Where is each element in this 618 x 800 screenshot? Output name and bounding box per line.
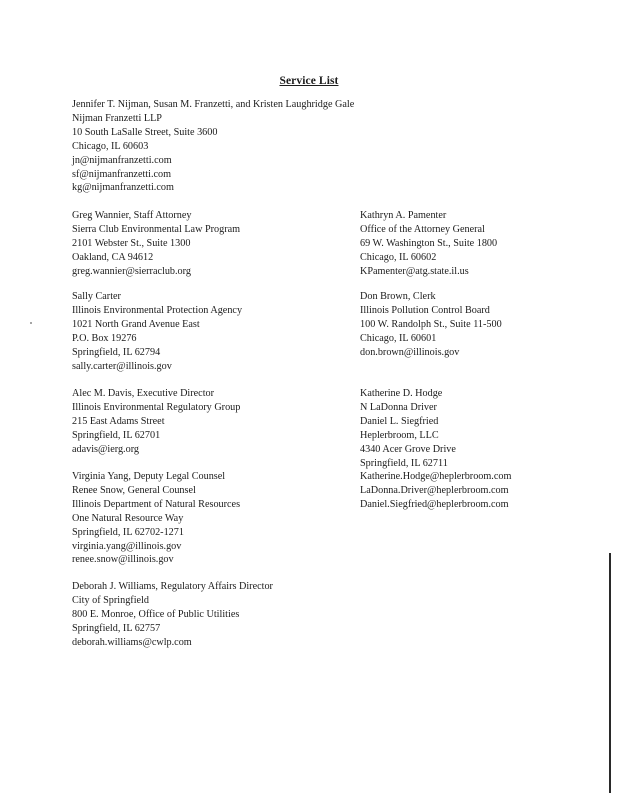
- entry-city: Springfield, IL 62711: [360, 457, 448, 469]
- entry-city: Springfield, IL 62701: [72, 429, 161, 441]
- entry-organization: Illinois Environmental Regulatory Group: [72, 401, 241, 413]
- entry-name: Daniel L. Siegfried: [360, 415, 439, 427]
- entry-email: virginia.yang@illinois.gov: [72, 540, 182, 552]
- entry-name: Kathryn A. Pamenter: [360, 210, 447, 221]
- entry-name: Katherine D. Hodge: [360, 388, 443, 399]
- entry-organization: Illinois Environmental Protection Agency: [72, 304, 243, 316]
- entry-city: Chicago, IL 60603: [72, 140, 149, 152]
- entry-organization: Illinois Department of Natural Resources: [72, 498, 241, 510]
- entry-city: Chicago, IL 60601: [360, 332, 437, 344]
- entry-name: Deborah J. Williams, Regulatory Affairs Director: [72, 581, 273, 592]
- entry-street: 800 E. Monroe, Office of Public Utilities: [72, 608, 240, 620]
- entry-email: LaDonna.Driver@heplerbroom.com: [360, 485, 509, 497]
- scan-edge-line: [609, 553, 611, 793]
- entry-email: sally.carter@illinois.gov: [72, 360, 172, 372]
- entry-email: deborah.williams@cwlp.com: [72, 636, 192, 648]
- entry-organization: Office of the Attorney General: [360, 223, 485, 235]
- entry-email: KPamenter@atg.state.il.us: [360, 265, 469, 277]
- entry-name: Greg Wannier, Staff Attorney: [72, 210, 192, 221]
- entry-street: One Natural Resource Way: [72, 512, 184, 524]
- entry-email: Katherine.Hodge@heplerbroom.com: [360, 471, 512, 483]
- service-entry-sierra-club: [72, 209, 240, 279]
- entry-street: 10 South LaSalle Street, Suite 3600: [72, 126, 218, 138]
- entry-street: 69 W. Washington St., Suite 1800: [360, 237, 498, 249]
- entry-email: adavis@ierg.org: [72, 443, 140, 455]
- entry-name: Alec M. Davis, Executive Director: [72, 388, 215, 399]
- entry-email: renee.snow@illinois.gov: [72, 554, 174, 566]
- page-title: Service List: [279, 75, 339, 87]
- entry-email: sf@nijmanfranzetti.com: [72, 168, 172, 180]
- entry-names: Jennifer T. Nijman, Susan M. Franzetti, and Kristen Laughridge Gale: [72, 99, 355, 110]
- service-entry-ierg: [72, 387, 240, 457]
- entry-name: Don Brown, Clerk: [360, 291, 436, 302]
- entry-email: jn@nijmanfranzetti.com: [72, 154, 172, 166]
- entry-email: greg.wannier@sierraclub.org: [72, 265, 191, 277]
- entry-city: Springfield, IL 62757: [72, 622, 161, 634]
- service-entry-heplerbroom: [360, 387, 511, 512]
- service-entry-pollution-control-board: [360, 290, 502, 360]
- entry-organization: City of Springfield: [72, 594, 149, 606]
- service-entry-attorney-general: [360, 209, 497, 279]
- entry-organization: Sierra Club Environmental Law Program: [72, 223, 241, 235]
- entry-name: N LaDonna Driver: [360, 401, 437, 413]
- entry-street: 2101 Webster St., Suite 1300: [72, 237, 191, 249]
- entry-street: 4340 Acer Grove Drive: [360, 443, 456, 455]
- entry-organization: Heplerbroom, LLC: [360, 429, 439, 441]
- entry-city: Chicago, IL 60602: [360, 251, 437, 263]
- entry-street: 1021 North Grand Avenue East: [72, 318, 200, 330]
- entry-email: Daniel.Siegfried@heplerbroom.com: [360, 499, 509, 511]
- entry-city: Springfield, IL 62702-1271: [72, 526, 184, 538]
- entry-email: don.brown@illinois.gov: [360, 346, 460, 358]
- service-entry-city-of-springfield: [72, 580, 273, 650]
- service-entry-idnr: [72, 470, 240, 567]
- entry-name: Sally Carter: [72, 291, 121, 302]
- entry-city: Oakland, CA 94612: [72, 251, 154, 263]
- service-entry-illinois-epa: [72, 290, 242, 373]
- entry-po-box: P.O. Box 19276: [72, 332, 137, 344]
- scan-speck: [30, 322, 32, 324]
- entry-organization: Illinois Pollution Control Board: [360, 304, 490, 316]
- entry-email: kg@nijmanfranzetti.com: [72, 182, 174, 194]
- entry-city: Springfield, IL 62794: [72, 346, 161, 358]
- entry-name: Virginia Yang, Deputy Legal Counsel: [72, 471, 226, 482]
- entry-street: 215 East Adams Street: [72, 415, 165, 427]
- entry-street: 100 W. Randolph St., Suite 11-500: [360, 318, 502, 330]
- service-entry-nijman-franzetti: [72, 98, 354, 195]
- entry-name: Renee Snow, General Counsel: [72, 484, 196, 496]
- entry-organization: Nijman Franzetti LLP: [72, 112, 162, 124]
